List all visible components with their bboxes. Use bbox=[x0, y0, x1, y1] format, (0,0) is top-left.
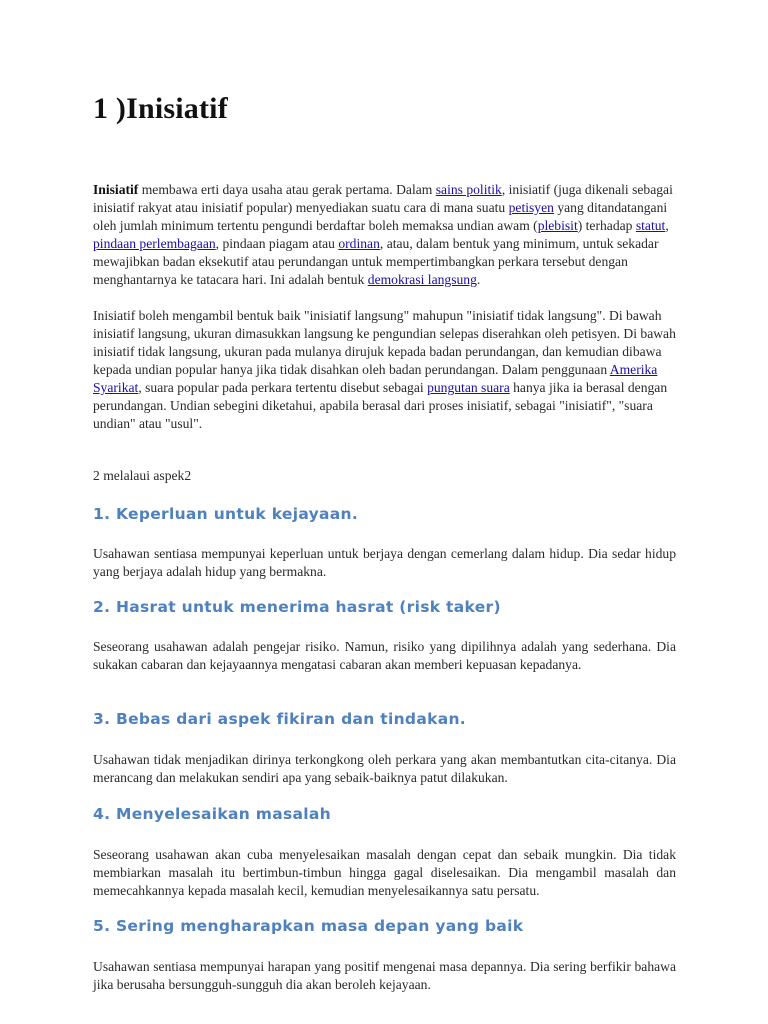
link-petisyen[interactable]: petisyen bbox=[508, 200, 554, 215]
page-title: 1 )Inisiatif bbox=[93, 92, 228, 125]
text-run: hanya jika ia berasal dengan perundangan. Undian sebegini diketahui, apabila berasal dari proses inisiatif, sebagai "inisiatif", "suara undian" atau "usul". bbox=[93, 380, 668, 431]
text-run: , suara popular pada perkara tertentu disebut sebagai bbox=[138, 380, 428, 395]
section-body-4: Seseorang usahawan akan cuba menyelesaikan masalah dengan cepat dan sebaik mungkin. Dia tidak membiarkan masalah itu bertimbun-timbun hingga gagal diselesaikan. Dia mengambil masalah dan memecahkannya kepada masalah kecil, kemudian menyelesaikannya satu persatu. bbox=[93, 847, 676, 898]
section-heading-1: 1. Keperluan untuk kejayaan. bbox=[93, 505, 359, 523]
section-heading-2: 2. Hasrat untuk menerima hasrat (risk taker) bbox=[93, 598, 501, 616]
section-heading-5: 5. Sering mengharapkan masa depan yang baik bbox=[93, 917, 524, 935]
section-heading-4: 4. Menyelesaikan masalah bbox=[93, 805, 331, 823]
text-run: , atau, dalam bentuk yang minimum, untuk sekadar mewajibkan badan eksekutif atau perundangan untuk mempertimbangkan perkara tersebut dengan menghantarnya ke tatacara hari. Ini adalah bentuk bbox=[93, 236, 659, 287]
intro-paragraph-2 bbox=[93, 307, 678, 433]
link-sains-politik[interactable]: sains politik bbox=[435, 182, 502, 197]
aspek-label: 2 melalaui aspek2 bbox=[93, 468, 192, 483]
section-body-1: Usahawan sentiasa mempunyai keperluan untuk berjaya dengan cemerlang dalam hidup. Dia sedar hidup yang berjaya adalah hidup yang bermakna. bbox=[93, 546, 676, 579]
text-run: ) terhadap bbox=[577, 218, 636, 233]
text-run: , bbox=[665, 218, 669, 233]
section-body-5: Usahawan sentiasa mempunyai harapan yang positif mengenai masa depannya. Dia sering berfikir bahawa jika berusaha bersungguh-sungguh dia akan beroleh kejayaan. bbox=[93, 959, 676, 992]
text-run: , pindaan piagam atau bbox=[215, 236, 339, 251]
text-run: . bbox=[476, 272, 481, 287]
intro-paragraph-1 bbox=[93, 181, 678, 289]
text-run: membawa erti daya usaha atau gerak pertama. Dalam bbox=[138, 182, 436, 197]
link-pindaan-perlembagaan[interactable]: pindaan perlembagaan bbox=[93, 236, 216, 251]
link-demokrasi-langsung[interactable]: demokrasi langsung bbox=[367, 272, 477, 287]
link-ordinan[interactable]: ordinan bbox=[338, 236, 380, 251]
lead-term: Inisiatif bbox=[93, 182, 139, 197]
text-run: Inisiatif boleh mengambil bentuk baik "inisiatif langsung" mahupun "inisiatif tidak langsung". Di bawah inisiatif langsung, ukuran dimasukkan langsung ke pengundian selepas diserahkan oleh petisyen. Di bawah inisiatif tidak langsung, ukuran pada mulanya dirujuk kepada badan perundangan, dan kemudian dibawa kepada undian popular hanya jika tidak disahkan oleh badan perundangan. Dalam penggunaan bbox=[93, 308, 676, 377]
text-run: yang ditandatangani oleh jumlah minimum tertentu pengundi berdaftar boleh memaksa undian awam ( bbox=[93, 200, 668, 233]
section-heading-3: 3. Bebas dari aspek fikiran dan tindakan. bbox=[93, 710, 466, 728]
section-body-2: Seseorang usahawan adalah pengejar risiko. Namun, risiko yang dipilihnya adalah yang sederhana. Dia sukakan cabaran dan kejayaannya mengatasi cabaran akan memberi kepuasan kepadanya. bbox=[93, 639, 676, 672]
link-statut[interactable]: statut bbox=[635, 218, 666, 233]
link-pungutan-suara[interactable]: pungutan suara bbox=[427, 380, 510, 395]
text-run: , inisiatif (juga dikenali sebagai inisiatif rakyat atau inisiatif popular) menyediakan suatu cara di mana suatu bbox=[93, 182, 673, 215]
link-plebisit[interactable]: plebisit bbox=[537, 218, 578, 233]
link-amerika-syarikat[interactable]: Amerika Syarikat bbox=[93, 362, 658, 395]
section-body-3: Usahawan tidak menjadikan dirinya terkongkong oleh perkara yang akan membantutkan cita-citanya. Dia merancang dan melakukan sendiri apa yang sebaik-baiknya patut dilakukan. bbox=[93, 752, 676, 785]
intro-section bbox=[93, 181, 678, 433]
